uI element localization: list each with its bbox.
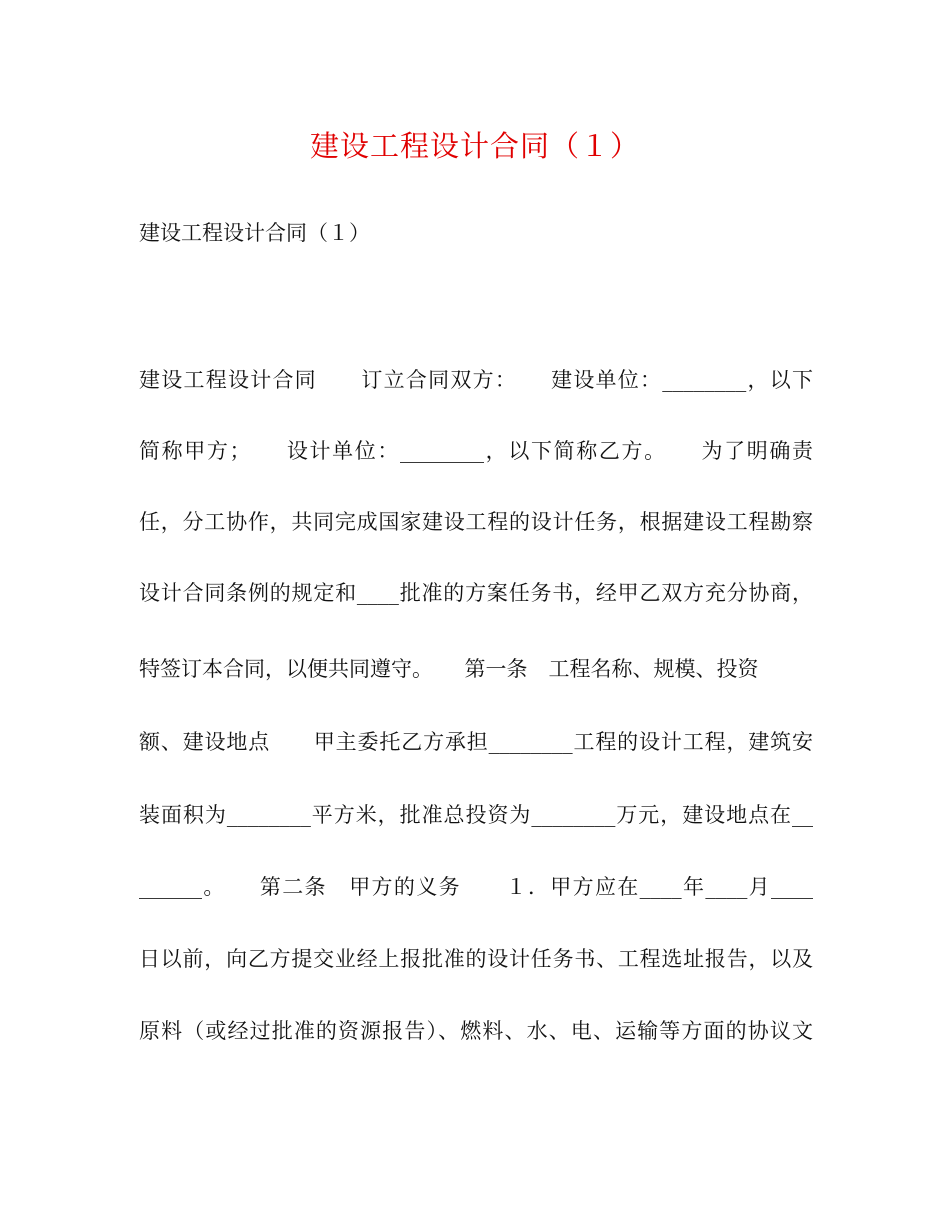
body-line: 特签订本合同，以便共同遵守。 第一条 工程名称、规模、投资	[139, 657, 759, 681]
body-line: 额、建设地点 甲主委托乙方承担________工程的设计工程，建筑安	[139, 730, 813, 754]
body-line: 原料（或经过批准的资源报告）、燃料、水、电、运输等方面的协议文	[139, 1019, 813, 1043]
body-line: ______。 第二条 甲方的义务 １．甲方应在____年____月____	[139, 875, 813, 899]
body-line: 任，分工协作，共同完成国家建设工程的设计任务，根据建设工程勘察	[139, 510, 813, 534]
body-line: 装面积为________平方米，批准总投资为________万元，建设地点在__	[139, 803, 813, 827]
body-line: 设计合同条例的规定和____批准的方案任务书，经甲乙双方充分协商，	[139, 581, 813, 605]
document-subtitle: 建设工程设计合同（１）	[139, 221, 370, 245]
body-line: 建设工程设计合同 订立合同双方： 建设单位：________，以下	[139, 368, 813, 392]
body-line: 简称甲方； 设计单位：________，以下简称乙方。 为了明确责	[139, 439, 813, 463]
document-title: 建设工程设计合同（１）	[309, 129, 640, 163]
body-line: 日以前，向乙方提交业经上报批准的设计任务书、工程选址报告，以及	[139, 947, 813, 971]
